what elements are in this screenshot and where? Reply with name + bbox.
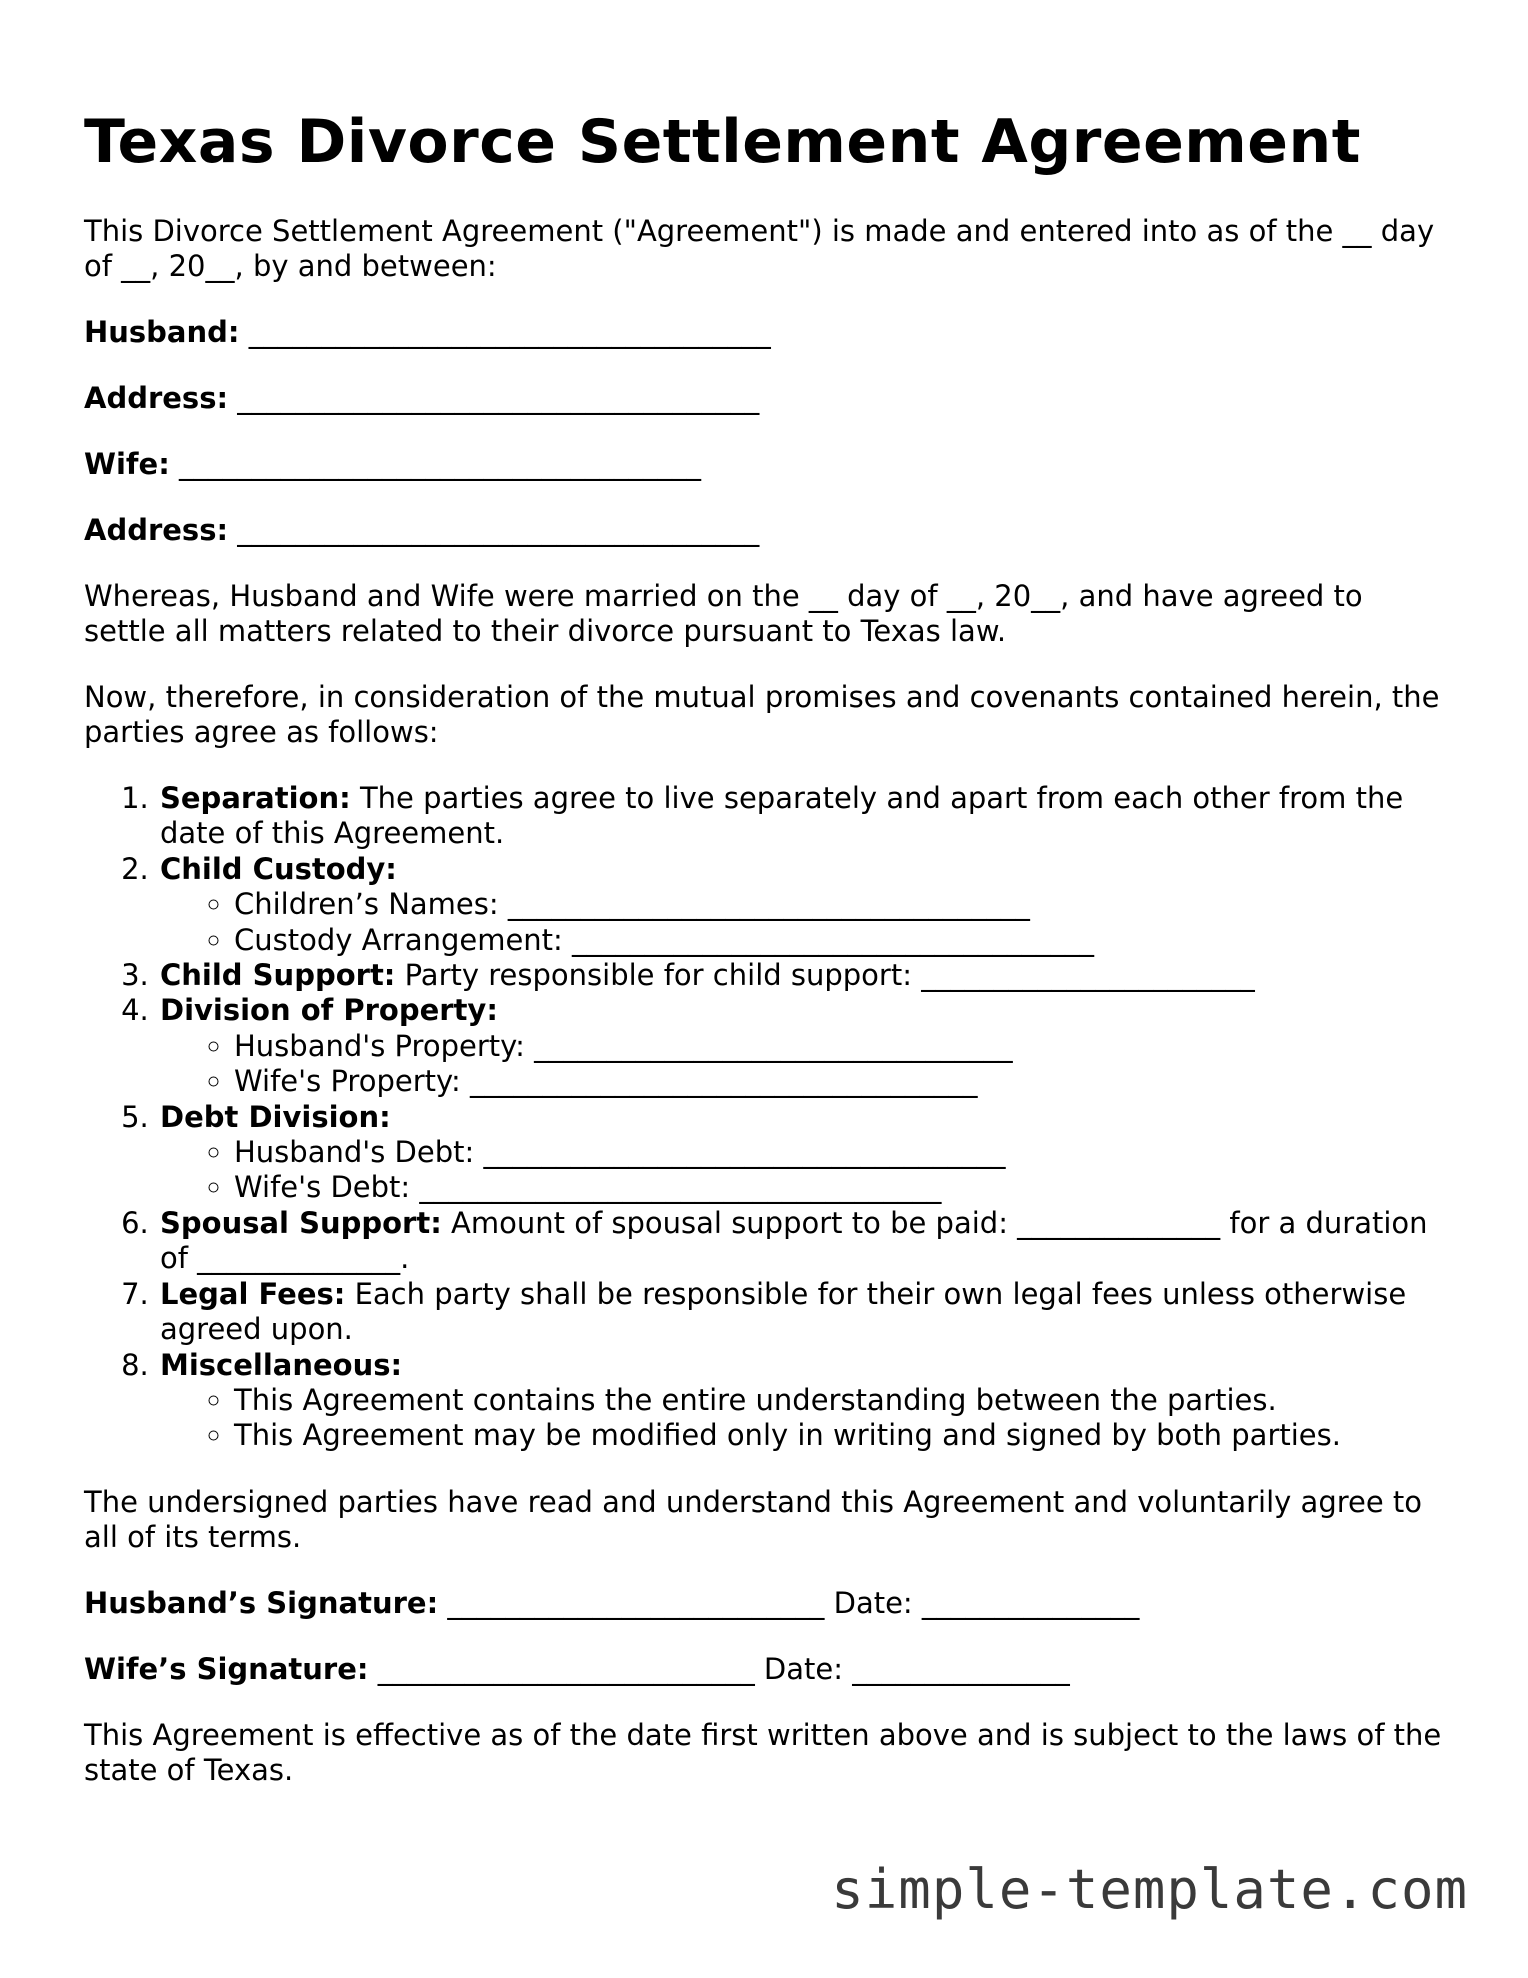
field-label: Address: [84,381,229,415]
field-blank: ____________________________________ [237,513,760,547]
terms-list [84,781,1444,1454]
term-subitem: ◦ This Agreement contains the entire understanding between the parties. [234,1383,1444,1418]
term-subitem: ◦ Husband's Debt: ____________________________________ [234,1135,1444,1170]
term-text: Amount of spousal support to be paid: ______________ for a duration of ______________. [160,1205,1428,1276]
term-sublist [160,1383,1444,1454]
date-blank: _______________ [852,1651,1070,1686]
field-blank: ____________________________________ [179,447,702,481]
husband-field [84,315,1444,350]
term-heading: Separation: [160,781,351,815]
term-subitem: ◦ Wife's Property: ___________________________________ [234,1064,1444,1099]
field-label: Husband: [84,315,240,349]
term-sublist [160,1029,1444,1100]
term-heading: Child Custody: [160,851,397,886]
field-blank: ____________________________________ [248,315,771,349]
closing-paragraph: This Agreement is effective as of the date first written above and is subject to the laws of the state of Texas. [84,1717,1442,1787]
field-blank: ____________________________________ [237,381,760,415]
husband-address-field [84,381,1444,416]
term-heading: Division of Property: [160,993,498,1028]
term-item [158,1277,1444,1348]
term-subitem: ◦ Wife's Debt: ____________________________________ [234,1170,1444,1205]
term-heading: Spousal Support: [160,1205,442,1240]
field-label: Address: [84,513,229,547]
document-page [84,100,1444,1788]
wife-address-field [84,513,1444,548]
term-sublist [160,887,1444,958]
term-subitem: ◦ Custody Arrangement: ____________________________________ [234,923,1444,958]
term-item [158,852,1444,958]
term-subitem: ◦ Husband's Property: _________________________________ [234,1029,1444,1064]
date-blank: _______________ [921,1585,1140,1620]
signature-label: Wife’s Signature: [84,1651,369,1686]
term-heading: Miscellaneous: [160,1347,403,1382]
term-item [158,781,1444,852]
acknowledgment-paragraph: The undersigned parties have read and understand this Agreement and voluntarily agree to all of its terms. [84,1484,1423,1554]
term-text: Party responsible for child support: _______________________ [404,958,1255,993]
document-title: Texas Divorce Settlement Agreement [84,107,1361,177]
term-sublist [160,1135,1444,1206]
date-label: Date: [833,1585,913,1620]
date-label: Date: [763,1651,843,1686]
term-item [158,958,1444,993]
term-item [158,1206,1444,1277]
watermark: simple-template.com [831,1858,1468,1921]
intro-paragraph: This Divorce Settlement Agreement ("Agreement") is made and entered into as of the __ day of __, 20__, by and between: [84,214,1435,283]
term-heading: Child Support: [160,958,396,993]
signature-label: Husband’s Signature: [84,1585,439,1620]
term-item [158,1348,1444,1454]
term-text: The parties agree to live separately and apart from each other from the date of this Agreement. [160,781,1404,851]
husband-signature-line [84,1586,1444,1621]
term-item [158,993,1444,1099]
term-heading: Debt Division: [160,1099,391,1134]
term-text: Each party shall be responsible for their own legal fees unless otherwise agreed upon. [160,1276,1407,1347]
wife-signature-line [84,1652,1444,1687]
field-label: Wife: [84,447,170,481]
term-subitem: ◦ Children’s Names: ____________________________________ [234,887,1444,922]
whereas-paragraph: Whereas, Husband and Wife were married on the __ day of __, 20__, and have agreed to settle all matters related to their divorce pursuant to Texas law. [84,579,1363,648]
term-subitem: ◦ This Agreement may be modified only in writing and signed by both parties. [234,1418,1444,1453]
term-heading: Legal Fees: [160,1276,346,1311]
signature-blank: __________________________ [377,1651,755,1686]
signature-blank: __________________________ [447,1585,825,1620]
wife-field [84,447,1444,482]
term-item [158,1100,1444,1206]
now-therefore-paragraph: Now, therefore, in consideration of the mutual promises and covenants contained herein, the parties agree as follows: [84,680,1440,749]
